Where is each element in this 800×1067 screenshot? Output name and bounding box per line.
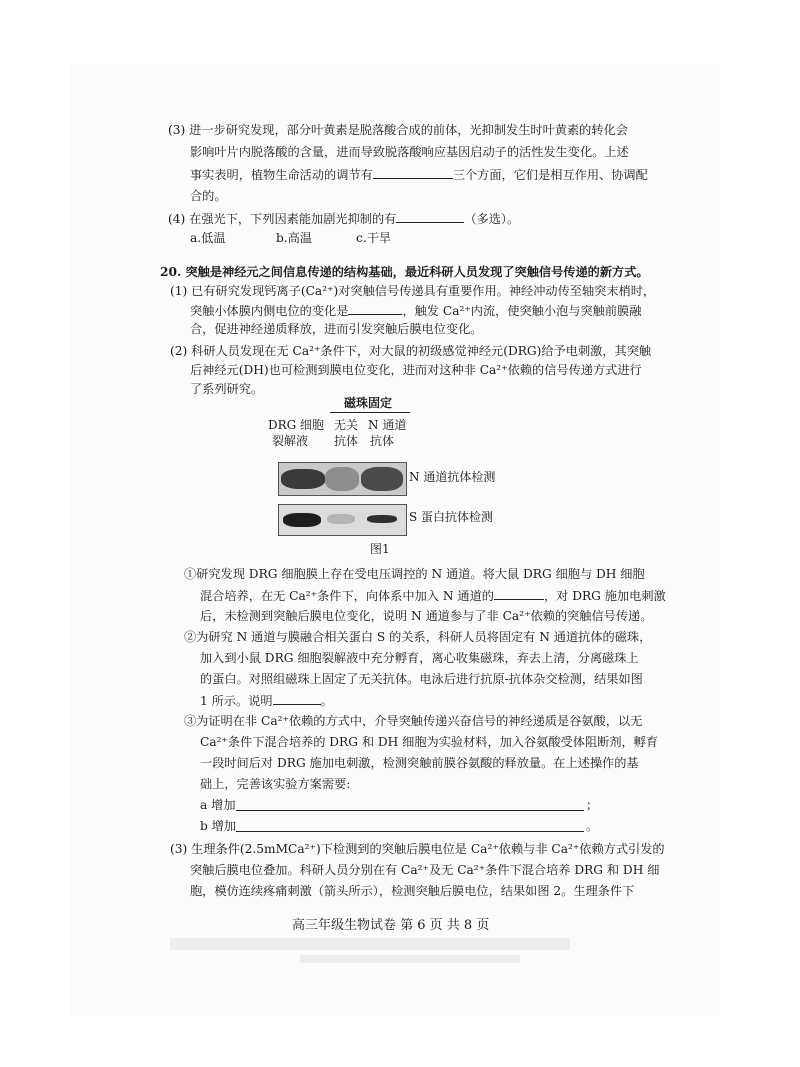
page-footer: 高三年级生物试卷 第 6 页 共 8 页 <box>292 918 490 933</box>
figure-col2-label-line1: 无关 <box>334 418 359 432</box>
q19-p4-line1 <box>168 210 519 227</box>
q20-s2-line4-text-b: 。 <box>320 694 333 708</box>
q20-p3-line3: 胞，模仿连续疼痛刺激（箭头所示），检测突触后膜电位，结果如图 2。生理条件下 <box>190 884 635 898</box>
q20-s1-line2 <box>200 587 666 604</box>
blot-row1-label: N 通道抗体检测 <box>409 470 496 484</box>
blot-row2-label: S 蛋白抗体检测 <box>409 510 494 524</box>
q20-s3-line2: Ca²⁺条件下混合培养的 DRG 和 DH 细胞为实验材料，加入谷氨酸受体阻断剂，孵育 <box>200 735 659 749</box>
figure-header-line <box>330 412 410 413</box>
q20-p2-line3: 了系列研究。 <box>190 382 264 396</box>
q20-s1-line2-text-b: ，对 DRG 施加电刺激 <box>543 589 666 603</box>
blot-band <box>361 467 403 491</box>
figure-caption: 图1 <box>370 542 390 556</box>
option-b: b.高温 <box>276 231 313 245</box>
q20-s2-line2: 加入到小鼠 DRG 细胞裂解液中充分孵育，离心收集磁珠，弃去上清，分离磁珠上 <box>200 651 639 665</box>
figure-col3-label-line1: N 通道 <box>368 418 407 432</box>
blot-band <box>327 514 355 524</box>
q20-p2-line1: (2) 科研人员发现在无 Ca²⁺条件下，对大鼠的初级感觉神经元(DRG)给予电刺激，其突触 <box>170 344 652 358</box>
figure-col2-label-line2: 抗体 <box>334 434 359 448</box>
figure-header: 磁珠固定 <box>344 396 393 410</box>
q20-s2-line1: ②为研究 N 通道与膜融合相关蛋白 S 的关系，科研人员将固定有 N 通道抗体的磁珠， <box>184 630 652 644</box>
q20-p1-line2-text-b: ，触发 Ca²⁺内流，使突触小泡与突触前膜融 <box>402 304 642 318</box>
q20-p1-line1: (1) 已有研究发现钙离子(Ca²⁺)对突触信号传递具有重要作用。神经冲动传至轴突末梢时， <box>170 284 656 298</box>
q20-s3-line4: 础上，完善该实验方案需要: <box>200 777 351 791</box>
answer-a-line[interactable] <box>236 809 584 811</box>
option-a: a.低温 <box>190 231 226 245</box>
q19-p3-line2: 影响叶片内脱落酸的含量，进而导致脱落酸响应基因启动子的活性发生变化。上述 <box>190 145 629 159</box>
q19-p3-line1: (3) 进一步研究发现，部分叶黄素是脱落酸合成的前体，光抑制发生时叶黄素的转化会 <box>168 123 628 137</box>
answer-b-line[interactable] <box>236 830 584 832</box>
blot-band <box>283 513 321 527</box>
q20-s3-line1: ③为证明在非 Ca²⁺依赖的方式中，介导突触传递兴奋信号的神经递质是谷氨酸，以无 <box>184 714 643 728</box>
blot-panel-s-protein <box>278 504 407 536</box>
blot-band <box>367 515 397 523</box>
option-c: c.干旱 <box>356 231 392 245</box>
q19-p4-text-b: （多选）。 <box>464 212 520 226</box>
q20-p2-line2: 后神经元(DH)也可检测到膜电位变化，进而对这种非 Ca²⁺依赖的信号传递方式进行 <box>190 363 642 377</box>
q20-s1-line1: ①研究发现 DRG 细胞膜上存在受电压调控的 N 通道。将大鼠 DRG 细胞与 DH 细胞 <box>184 567 645 581</box>
answer-blank[interactable] <box>396 210 464 223</box>
q20-s2-line4-text-a: 1 所示。说明 <box>200 694 273 708</box>
figure-col1-label-line1: DRG 细胞 <box>268 418 325 432</box>
answer-a-label: a 增加 <box>200 798 236 812</box>
bleed-through-shadow <box>300 955 520 963</box>
bleed-through-shadow <box>170 938 570 950</box>
q19-p3-line4: 合的。 <box>190 189 227 203</box>
figure-col1-label-line2: 裂解液 <box>272 434 309 448</box>
q19-p3-line3-text-a: 事实表明，植物生命活动的调节有 <box>190 168 373 182</box>
answer-blank[interactable] <box>273 692 321 705</box>
answer-blank[interactable] <box>373 166 453 179</box>
q20-s3-line3: 一段时间后对 DRG 施加电刺激，检测突触前膜谷氨酸的释放量。在上述操作的基 <box>200 756 639 770</box>
answer-blank[interactable] <box>348 302 402 315</box>
blot-band <box>281 469 325 489</box>
q19-p3-line3-text-b: 三个方面，它们是相互作用、协调配 <box>452 168 648 182</box>
answer-b-label: b 增加 <box>200 819 237 833</box>
q19-p4-text-a: (4) 在强光下，下列因素能加剧光抑制的有 <box>168 212 397 226</box>
answer-b-end: 。 <box>586 819 599 833</box>
q20-s2-line4 <box>200 692 333 709</box>
q20-s2-line3: 的蛋白。对照组磁珠上固定了无关抗体。电泳后进行抗原-抗体杂交检测，结果如图 <box>200 672 643 686</box>
blot-band <box>325 467 359 491</box>
q20-p1-line2 <box>190 302 641 319</box>
q20-p1-line3: 合，促进神经递质释放，进而引发突触后膜电位变化。 <box>190 322 483 336</box>
q20-p3-line1: (3) 生理条件(2.5mMCa²⁺)下检测到的突触后膜电位是 Ca²⁺依赖与非 Ca²⁺依赖方式引发的 <box>170 842 665 856</box>
figure-col3-label-line2: 抗体 <box>370 434 395 448</box>
q20-s1-line2-text-a: 混合培养，在无 Ca²⁺条件下，向体系中加入 N 通道的 <box>200 589 494 603</box>
q20-s1-line3: 后，未检测到突触后膜电位变化，说明 N 通道参与了非 Ca²⁺依赖的突触信号传递。 <box>200 609 653 623</box>
q19-p3-line3 <box>190 166 648 183</box>
answer-blank[interactable] <box>494 587 544 600</box>
answer-a-end: ； <box>586 798 599 812</box>
q20-p1-line2-text-a: 突触小体膜内侧电位的变化是 <box>190 304 349 318</box>
q20-p3-line2: 突触后膜电位叠加。科研人员分别在有 Ca²⁺及无 Ca²⁺条件下混合培养 DRG 和 DH 细 <box>190 863 660 877</box>
blot-panel-n-channel <box>278 462 407 496</box>
q20-intro: 20. 突触是神经元之间信息传递的结构基础，最近科研人员发现了突触信号传递的新方式。 <box>160 265 649 279</box>
